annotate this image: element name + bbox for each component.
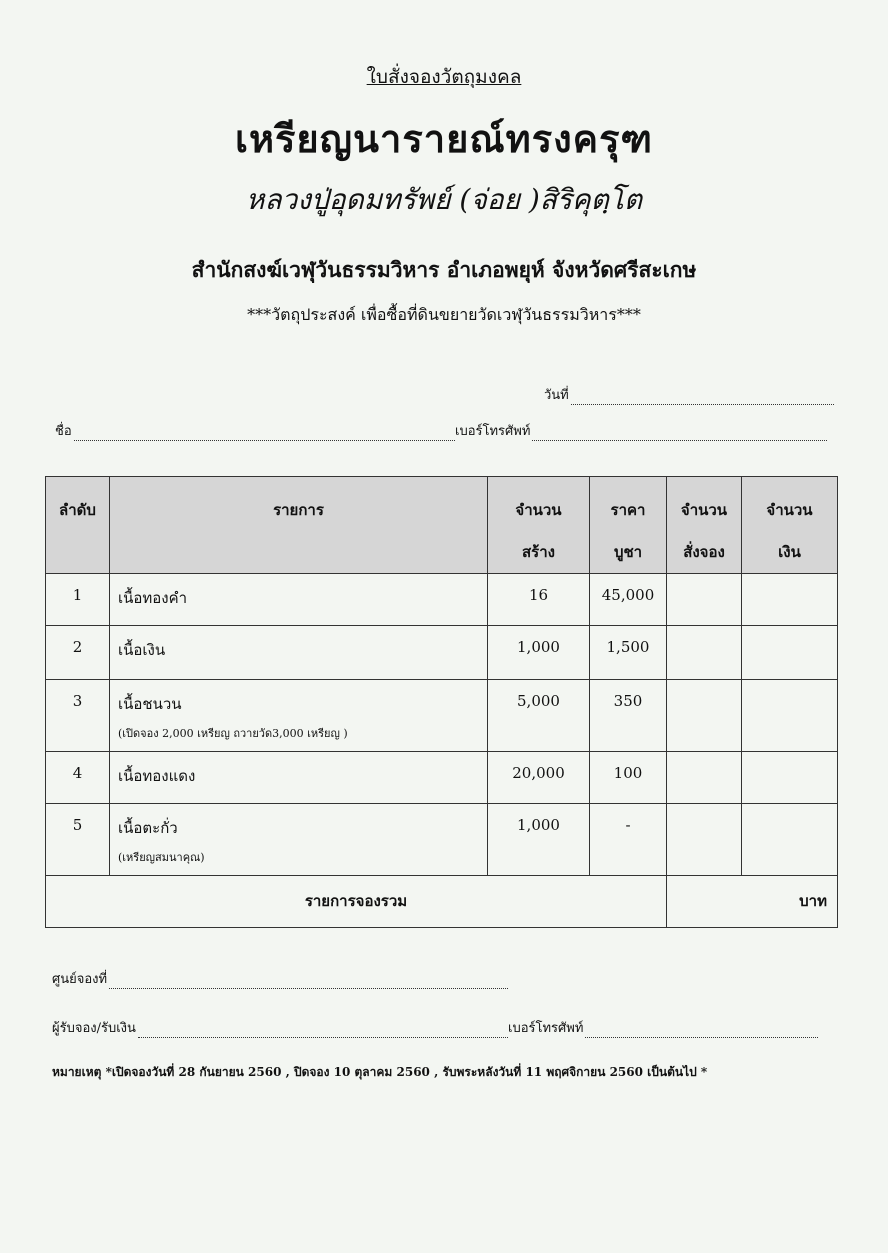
header-price-line2: บูชา xyxy=(613,543,643,561)
header-qty xyxy=(667,477,742,574)
row-money-cell[interactable] xyxy=(742,804,838,876)
row-no: 5 xyxy=(46,804,110,876)
name-line[interactable] xyxy=(74,428,455,441)
row-qty-cell[interactable] xyxy=(667,574,742,626)
header-qty-line2: สั่งจอง xyxy=(683,543,725,561)
table-row xyxy=(46,626,838,680)
header-no: ลำดับ xyxy=(46,477,110,574)
item-name: เนื้อเงิน xyxy=(118,641,166,659)
row-no: 4 xyxy=(46,752,110,804)
header-money-line2: เงิน xyxy=(778,543,801,561)
row-price: - xyxy=(590,804,667,876)
row-price: 1,500 xyxy=(590,626,667,680)
header-made-line1: จำนวน xyxy=(515,501,562,519)
row-no: 2 xyxy=(46,626,110,680)
table-row xyxy=(46,752,838,804)
header-money-line1: จำนวน xyxy=(766,501,813,519)
phone-line[interactable] xyxy=(532,428,827,441)
item-name: เนื้อทองแดง xyxy=(118,767,196,785)
monk-name: หลวงปู่อุดมทรัพย์ (จ่อย )สิริคุตฺโต xyxy=(245,183,643,216)
table-row xyxy=(46,680,838,752)
purpose-line: ***วัตถุประสงค์ เพื่อซื้อที่ดินขยายวัดเวฬุวันธรรมวิหาร*** xyxy=(247,305,641,324)
row-money-cell[interactable] xyxy=(742,752,838,804)
row-price: 350 xyxy=(590,680,667,752)
phone-label: เบอร์โทรศัพท์ xyxy=(455,424,531,439)
receiver-phone-field[interactable] xyxy=(508,1017,818,1038)
row-made: 1,000 xyxy=(488,804,590,876)
date-field[interactable] xyxy=(544,384,834,405)
receiver-line[interactable] xyxy=(138,1025,508,1038)
row-qty-cell[interactable] xyxy=(667,680,742,752)
name-field[interactable] xyxy=(55,420,455,441)
row-money-cell[interactable] xyxy=(742,680,838,752)
row-no: 1 xyxy=(46,574,110,626)
row-made: 1,000 xyxy=(488,626,590,680)
header-price-line1: ราคา xyxy=(610,501,646,519)
header-qty-line1: จำนวน xyxy=(680,501,728,519)
row-money-cell[interactable] xyxy=(742,626,838,680)
receiver-label: ผู้รับจอง/รับเงิน xyxy=(52,1021,136,1036)
row-qty-cell[interactable] xyxy=(667,626,742,680)
date-label: วันที่ xyxy=(544,388,569,403)
table-row xyxy=(46,804,838,876)
header-money xyxy=(742,477,838,574)
total-label: รายการจองรวม xyxy=(46,876,667,928)
row-made: 20,000 xyxy=(488,752,590,804)
table-row xyxy=(46,574,838,626)
total-baht[interactable]: บาท xyxy=(667,876,838,928)
row-item xyxy=(110,680,488,752)
header-item: รายการ xyxy=(110,477,488,574)
main-title: เหรียญนารายณ์ทรงครุฑ xyxy=(234,116,654,161)
item-name: เนื้อทองคำ xyxy=(118,589,188,607)
row-made: 16 xyxy=(488,574,590,626)
center-label: ศูนย์จองที่ xyxy=(52,972,108,987)
item-note: (เหรียญสมนาคุณ) xyxy=(118,851,205,864)
row-made: 5,000 xyxy=(488,680,590,752)
row-item xyxy=(110,804,488,876)
name-label: ชื่อ xyxy=(55,424,72,439)
form-title: ใบสั่งจองวัตถุมงคล xyxy=(366,66,522,88)
table-header-row xyxy=(46,477,838,574)
item-note: (เปิดจอง 2,000 เหรียญ ถวายวัด3,000 เหรียญ ) xyxy=(118,727,348,740)
center-field[interactable] xyxy=(52,968,508,989)
item-name: เนื้อชนวน xyxy=(118,695,182,713)
phone-field[interactable] xyxy=(455,420,827,441)
center-line[interactable] xyxy=(109,976,508,989)
header-made xyxy=(488,477,590,574)
header-made-line2: สร้าง xyxy=(522,543,555,561)
remark-note: หมายเหตุ *เปิดจองวันที่ 28 กันยายน 2560 , ปิดจอง 10 ตุลาคม 2560 , รับพระหลังวันที่ 11 พฤศจิกายน 2560 เป็นต้นไป * xyxy=(52,1065,708,1079)
receiver-phone-label: เบอร์โทรศัพท์ xyxy=(508,1021,584,1036)
item-name: เนื้อตะกั่ว xyxy=(118,819,178,837)
row-qty-cell[interactable] xyxy=(667,752,742,804)
row-item xyxy=(110,626,488,680)
temple-name: สำนักสงฆ์เวฬุวันธรรมวิหาร อำเภอพยุห์ จังหวัดศรีสะเกษ xyxy=(191,257,697,282)
receiver-field[interactable] xyxy=(52,1017,508,1038)
row-qty-cell[interactable] xyxy=(667,804,742,876)
row-price: 45,000 xyxy=(590,574,667,626)
receiver-phone-line[interactable] xyxy=(585,1025,818,1038)
row-money-cell[interactable] xyxy=(742,574,838,626)
row-item xyxy=(110,574,488,626)
order-table xyxy=(45,476,838,928)
date-line[interactable] xyxy=(571,392,834,405)
row-no: 3 xyxy=(46,680,110,752)
header-price xyxy=(590,477,667,574)
total-row xyxy=(46,876,838,928)
row-price: 100 xyxy=(590,752,667,804)
row-item xyxy=(110,752,488,804)
